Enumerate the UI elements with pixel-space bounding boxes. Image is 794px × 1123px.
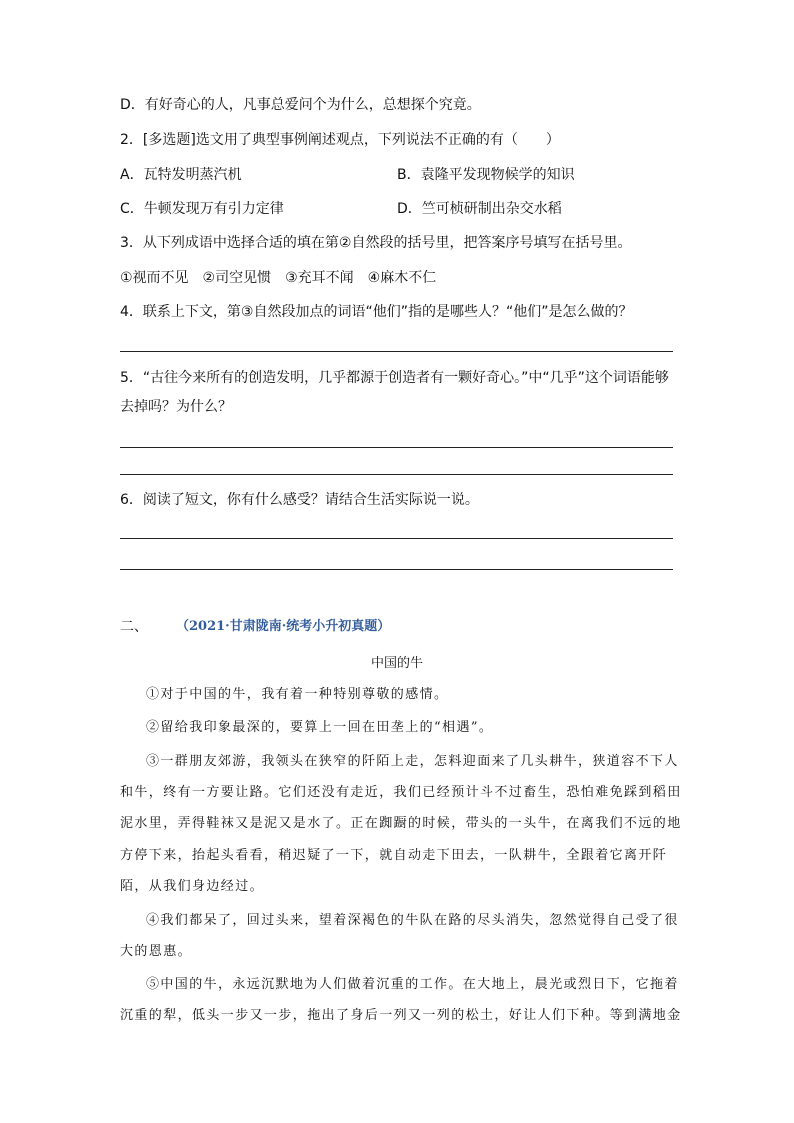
question-6-stem: 6．阅读了短文，你有什么感受？请结合生活实际说一说。 bbox=[120, 492, 479, 508]
answer-line[interactable] bbox=[120, 538, 673, 539]
passage-paragraph-1: ①对于中国的牛，我有着一种特别尊敬的感情。 bbox=[146, 687, 449, 702]
passage-paragraph-3-line-3: 泥水里，弄得鞋袜又是泥又是水了。正在踟蹰的时候，带头的一头牛，在离我们不远的地 bbox=[120, 816, 682, 831]
passage-title: 中国的牛 bbox=[370, 656, 423, 671]
passage-paragraph-5-line-1: ⑤中国的牛，永远沉默地为人们做着沉重的工作。在大地上，晨光或烈日下，它拖着 bbox=[146, 977, 679, 992]
passage-paragraph-3-line-2: 和牛，终有一方要让路。它们还没有走近，我们已经预计斗不过畜生，恐怕难免踩到稻田 bbox=[120, 785, 682, 800]
question-1-option-d: D．有好奇心的人，凡事总爱问个为什么，总想探个究竟。 bbox=[120, 97, 481, 113]
passage-paragraph-4-line-1: ④我们都呆了，回过头来，望着深褐色的牛队在路的尽头消失，忽然觉得自己受了很 bbox=[146, 913, 679, 928]
passage-paragraph-5-line-2: 沉重的犁，低头一步又一步，拖出了身后一列又一列的松土，好让人们下种。等到满地金 bbox=[120, 1008, 682, 1023]
section-number: 二、 bbox=[120, 619, 148, 635]
passage-paragraph-3-line-1: ③一群朋友郊游，我领头在狭窄的阡陌上走，怎料迎面来了几头耕牛，狭道容不下人 bbox=[146, 754, 679, 769]
question-2-option-b: B．袁隆平发现物候学的知识 bbox=[397, 167, 575, 183]
question-5-stem-line-1: 5．“古往今来所有的创造发明，几乎都源于创造者有一颗好奇心。”中“几乎”这个词语能够 bbox=[120, 370, 669, 386]
question-2-stem: 2．[多选题]选文用了典型事例阐述观点，下列说法不正确的有（ ） bbox=[120, 132, 560, 148]
answer-line[interactable] bbox=[120, 447, 673, 448]
question-5-stem-line-2: 去掉吗？为什么？ bbox=[120, 399, 232, 415]
question-2-option-d: D．竺可桢研制出杂交水稻 bbox=[397, 201, 562, 217]
question-3-options: ①视而不见 ②司空见惯 ③充耳不闻 ④麻木不仁 bbox=[120, 270, 437, 286]
question-2-option-c: C．牛顿发现万有引力定律 bbox=[120, 201, 284, 217]
passage-paragraph-3-line-5: 陌，从我们身边经过。 bbox=[120, 879, 265, 894]
passage-paragraph-3-line-4: 方停下来，抬起头看看，稍迟疑了一下，就自动走下田去，一队耕牛，全跟着它离开阡 bbox=[120, 848, 668, 863]
question-3-stem: 3．从下列成语中选择合适的填在第②自然段的括号里，把答案序号填写在括号里。 bbox=[120, 235, 632, 251]
question-4-stem: 4．联系上下文，第③自然段加点的词语“他们”指的是哪些人？“他们”是怎么做的？ bbox=[120, 304, 633, 320]
section-source: （2021·甘肃陇南·统考小升初真题） bbox=[176, 619, 391, 634]
passage-paragraph-4-line-2: 大的恩惠。 bbox=[120, 944, 193, 959]
answer-line[interactable] bbox=[120, 569, 673, 570]
question-2-option-a: A．瓦特发明蒸汽机 bbox=[120, 167, 242, 183]
answer-line[interactable] bbox=[120, 474, 673, 475]
passage-paragraph-2: ②留给我印象最深的，要算上一回在田垄上的“相遇”。 bbox=[146, 720, 494, 735]
answer-line[interactable] bbox=[120, 351, 673, 352]
